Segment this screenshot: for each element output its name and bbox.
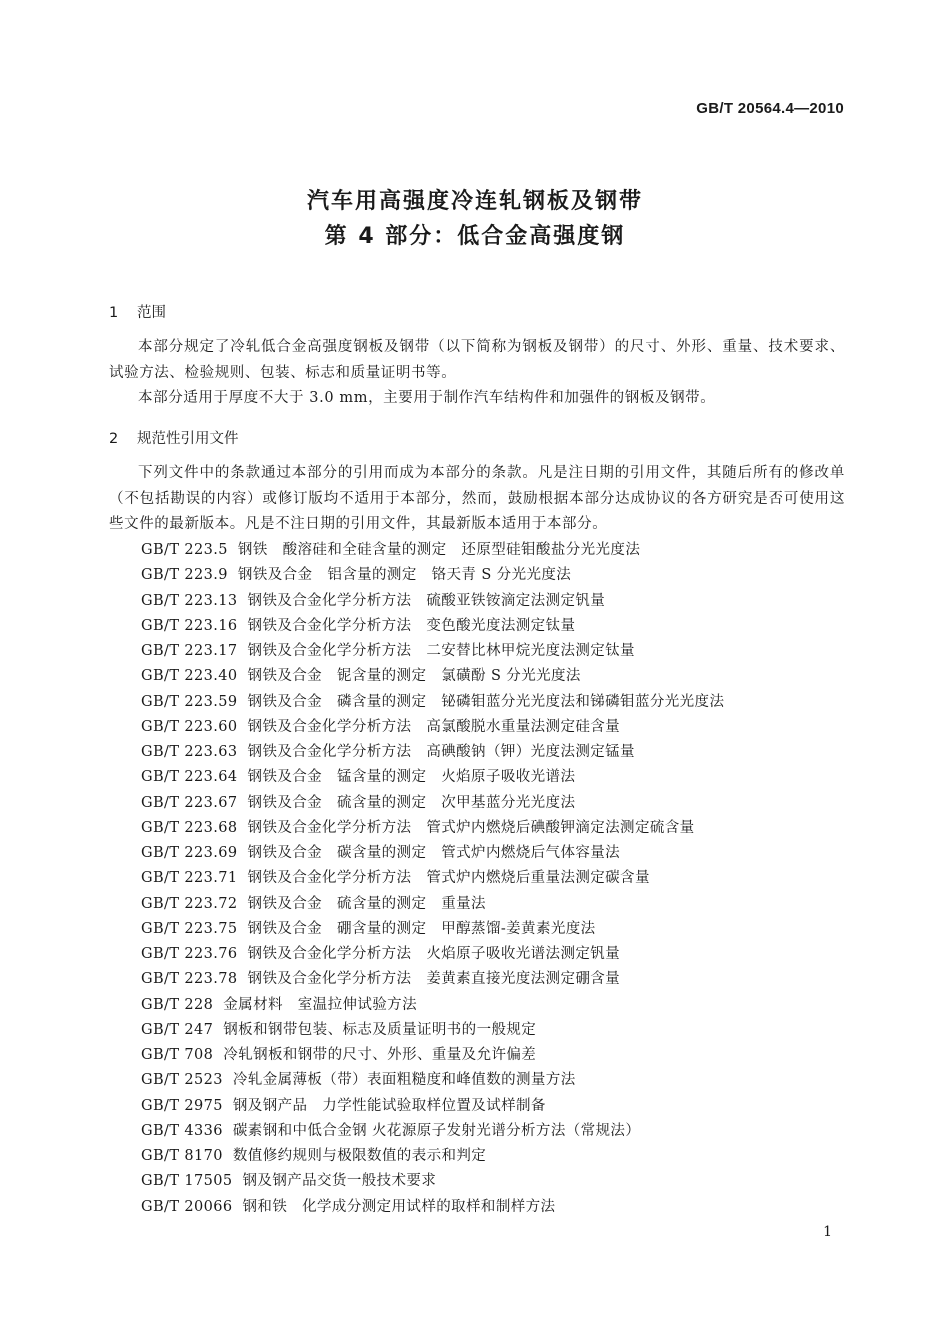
reference-item bbox=[141, 1119, 724, 1144]
reference-code: GB/T 223.5 bbox=[141, 542, 228, 558]
reference-item bbox=[141, 791, 724, 816]
reference-item bbox=[141, 1169, 724, 1194]
reference-code: GB/T 228 bbox=[141, 996, 214, 1013]
section-1-heading bbox=[109, 301, 166, 322]
reference-title: 钢和铁 化学成分测定用试样的取样和制样方法 bbox=[242, 1198, 556, 1215]
reference-title: 碳素钢和中低合金钢 火花源原子发射光谱分析方法（常规法） bbox=[232, 1122, 641, 1139]
reference-title: 金属材料 室温拉伸试验方法 bbox=[223, 996, 417, 1013]
reference-code: GB/T 223.9 bbox=[141, 567, 228, 584]
reference-title: 钢铁及合金 锰含量的测定 火焰原子吸收光谱法 bbox=[247, 769, 576, 786]
reference-item bbox=[141, 589, 724, 614]
reference-item bbox=[141, 765, 724, 790]
reference-code: GB/T 4336 bbox=[141, 1122, 223, 1139]
reference-title: 数值修约规则与极限数值的表示和判定 bbox=[232, 1148, 487, 1164]
reference-item bbox=[141, 563, 724, 588]
document-title-line1: 汽车用高强度冷连轧钢板及钢带 bbox=[306, 189, 643, 214]
reference-title: 钢铁及合金 硫含量的测定 次甲基蓝分光光度法 bbox=[247, 794, 576, 811]
reference-code: GB/T 223.69 bbox=[141, 845, 238, 861]
section-2-paragraph-1: 下列文件中的条款通过本部分的引用而成为本部分的条款。凡是注日期的引用文件，其随后所有的修改单（不包括勘误的内容）或修订版均不适用于本部分，然而，鼓励根据本部分达成协议的各方研究是否可使用这些文件的最新版本。凡是不注日期的引用文件，其最新版本适用于本部分。 bbox=[109, 465, 845, 532]
reference-code: GB/T 223.16 bbox=[141, 617, 238, 634]
reference-item bbox=[141, 639, 724, 664]
reference-title: 钢铁及合金化学分析方法 火焰原子吸收光谱法测定钒量 bbox=[247, 946, 621, 962]
reference-code: GB/T 223.72 bbox=[141, 895, 238, 912]
reference-item bbox=[141, 1195, 724, 1220]
reference-item bbox=[141, 690, 724, 715]
normative-reference-list bbox=[141, 538, 724, 1220]
reference-title: 钢铁及合金 磷含量的测定 铋磷钼蓝分光光度法和锑磷钼蓝分光光度法 bbox=[247, 693, 725, 710]
reference-code: GB/T 223.40 bbox=[141, 668, 238, 685]
section-number: 1 bbox=[109, 305, 119, 321]
reference-item bbox=[141, 614, 724, 639]
reference-item bbox=[141, 1144, 724, 1169]
reference-title: 冷轧钢板和钢带的尺寸、外形、重量及允许偏差 bbox=[223, 1047, 537, 1063]
document-title-line2: 第 4 部分：低合金高强度钢 bbox=[324, 224, 626, 249]
reference-item bbox=[141, 538, 724, 563]
reference-title: 钢铁及合金化学分析方法 管式炉内燃烧后碘酸钾滴定法测定硫含量 bbox=[247, 819, 695, 836]
reference-title: 钢铁及合金 铌含量的测定 氯磺酚 S 分光光度法 bbox=[247, 668, 581, 685]
reference-code: GB/T 247 bbox=[141, 1021, 214, 1038]
section-1-paragraph-1: 本部分规定了冷轧低合金高强度钢板及钢带（以下简称为钢板及钢带）的尺寸、外形、重量、技术要求、试验方法、检验规则、包装、标志和质量证明书等。 bbox=[109, 339, 845, 381]
page-number: 1 bbox=[823, 1224, 832, 1240]
reference-title: 钢铁及合金化学分析方法 硫酸亚铁铵滴定法测定钒量 bbox=[247, 592, 606, 609]
reference-code: GB/T 223.63 bbox=[141, 744, 238, 760]
section-1-paragraph-2: 本部分适用于厚度不大于 3.0 mm，主要用于制作汽车结构件和加强件的钢板及钢带。 bbox=[138, 390, 716, 406]
reference-code: GB/T 223.75 bbox=[141, 920, 238, 937]
reference-code: GB/T 223.59 bbox=[141, 693, 238, 710]
reference-code: GB/T 223.17 bbox=[141, 643, 238, 659]
reference-code: GB/T 2523 bbox=[141, 1072, 223, 1089]
reference-title: 钢铁及合金化学分析方法 变色酸光度法测定钛量 bbox=[247, 617, 576, 634]
reference-item bbox=[141, 1043, 724, 1068]
reference-title: 冷轧金属薄板（带）表面粗糙度和峰值数的测量方法 bbox=[232, 1072, 576, 1089]
reference-title: 钢铁及合金化学分析方法 二安替比林甲烷光度法测定钛量 bbox=[247, 643, 635, 659]
reference-item bbox=[141, 740, 724, 765]
reference-item bbox=[141, 1094, 724, 1119]
reference-title: 钢铁及合金 碳含量的测定 管式炉内燃烧后气体容量法 bbox=[247, 845, 621, 861]
reference-item bbox=[141, 1018, 724, 1043]
section-title: 范围 bbox=[137, 305, 166, 321]
reference-item bbox=[141, 816, 724, 841]
reference-item bbox=[141, 715, 724, 740]
reference-code: GB/T 2975 bbox=[141, 1097, 223, 1114]
reference-code: GB/T 708 bbox=[141, 1047, 214, 1063]
reference-code: GB/T 223.78 bbox=[141, 971, 238, 988]
reference-item bbox=[141, 1068, 724, 1093]
reference-code: GB/T 223.68 bbox=[141, 819, 238, 836]
reference-code: GB/T 20066 bbox=[141, 1198, 233, 1215]
section-2-heading bbox=[109, 427, 239, 448]
section-number: 2 bbox=[109, 431, 119, 447]
standard-number: GB/T 20564.4—2010 bbox=[696, 100, 844, 117]
reference-title: 钢铁及合金化学分析方法 高氯酸脱水重量法测定硅含量 bbox=[247, 718, 621, 735]
reference-item bbox=[141, 993, 724, 1018]
section-title: 规范性引用文件 bbox=[137, 431, 239, 447]
reference-code: GB/T 223.13 bbox=[141, 592, 238, 609]
reference-title: 钢铁及合金化学分析方法 高碘酸钠（钾）光度法测定锰量 bbox=[247, 744, 635, 760]
reference-title: 钢铁及合金化学分析方法 管式炉内燃烧后重量法测定碳含量 bbox=[247, 870, 650, 887]
reference-item bbox=[141, 664, 724, 689]
reference-title: 钢及钢产品 力学性能试验取样位置及试样制备 bbox=[232, 1097, 546, 1114]
reference-title: 钢铁及合金 硫含量的测定 重量法 bbox=[247, 895, 486, 912]
reference-title: 钢板和钢带包装、标志及质量证明书的一般规定 bbox=[223, 1021, 537, 1038]
reference-code: GB/T 223.71 bbox=[141, 870, 238, 887]
reference-title: 钢铁及合金 硼含量的测定 甲醇蒸馏-姜黄素光度法 bbox=[247, 920, 596, 937]
reference-item bbox=[141, 841, 724, 866]
reference-code: GB/T 8170 bbox=[141, 1148, 223, 1164]
reference-item bbox=[141, 942, 724, 967]
reference-code: GB/T 223.76 bbox=[141, 946, 238, 962]
reference-title: 钢铁 酸溶硅和全硅含量的测定 还原型硅钼酸盐分光光度法 bbox=[237, 542, 641, 558]
reference-item bbox=[141, 917, 724, 942]
reference-item bbox=[141, 892, 724, 917]
reference-title: 钢及钢产品交货一般技术要求 bbox=[242, 1173, 437, 1190]
reference-title: 钢铁及合金化学分析方法 姜黄素直接光度法测定硼含量 bbox=[247, 971, 621, 988]
reference-code: GB/T 223.64 bbox=[141, 769, 238, 786]
reference-code: GB/T 223.67 bbox=[141, 794, 238, 811]
reference-title: 钢铁及合金 铝含量的测定 铬天青 S 分光光度法 bbox=[237, 567, 572, 584]
reference-item bbox=[141, 967, 724, 992]
reference-item bbox=[141, 866, 724, 891]
reference-code: GB/T 223.60 bbox=[141, 718, 238, 735]
reference-code: GB/T 17505 bbox=[141, 1173, 233, 1190]
